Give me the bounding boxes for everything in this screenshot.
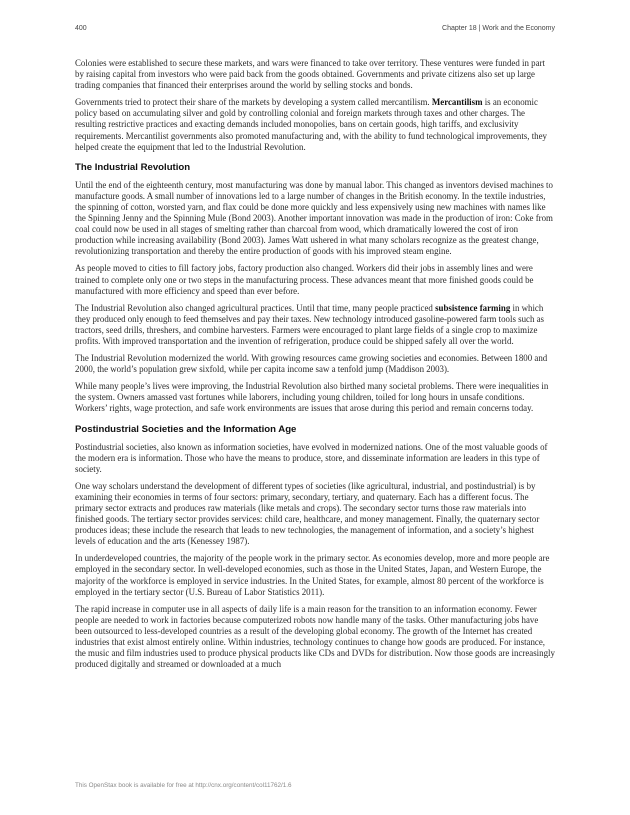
paragraph-mercantilism xyxy=(75,97,556,152)
section-heading-postindustrial: Postindustrial Societies and the Information Age xyxy=(75,423,297,435)
paragraph-colonies: Colonies were established to secure these markets, and wars were financed to take over territory. These ventures were funded in part by raising capital from investors who were paid back from the goods obtained. Governments and private citizens also set up large trading companies that financed their enterprises around the world by selling stocks and bonds. xyxy=(75,58,545,91)
paragraph-text: The Industrial Revolution also changed agricultural practices. Until that time, many people practiced xyxy=(75,302,436,313)
paragraph-modernized-world: The Industrial Revolution modernized the world. With growing resources came growing societies and economies. Between 1800 and 2000, the world’s population grew sixfold, while per capita income saw a tenfold jump (Maddison 2003). xyxy=(75,353,548,375)
key-term-subsistence-farming: subsistence farming xyxy=(435,302,511,313)
paragraph-text: in which they produced only enough to feed themselves and pay their taxes. New technology introduced gasoline-powered farm tools such as tractors, seed drills, threshers, and combine harvesters. Farmers were encouraged to plant large fields of a single crop to maximize profits. With improved transportation and the invention of refrigeration, produce could be shipped safely all over the world. xyxy=(75,302,545,346)
main-text xyxy=(75,58,556,676)
paragraph-text: Governments tried to protect their share of the markets by developing a system called mercantilism. xyxy=(75,97,432,108)
paragraph-computer-use: The rapid increase in computer use in all aspects of daily life is a main reason for the transition to an information economy. Fewer people are needed to work in factories because computerized robots now handle many of the tasks. Other manufacturing jobs have been outsourced to less-developed countries as a result of the developing global economy. The growth of the Internet has created industries that exist almost entirely online. Within industries, technology continues to change how goods are produced. For instance, the music and film industries used to produce physical products like CDs and DVDs for distribution. Now those goods are increasingly produced digitally and streamed or downloaded at a much xyxy=(75,603,555,670)
paragraph-four-sectors: One way scholars understand the development of different types of societies (like agricultural, industrial, and postindustrial) is by examining their economies in terms of four sectors: primary, secondary, tertiary, and quaternary. Each has a different focus. The primary sector extracts and produces raw materials (like metals and crops). The secondary sector turns those raw materials into finished goods. The tertiary sector provides services: child care, healthcare, and money management. Finally, the quaternary sector produces ideas; these include the research that leads to new technologies, the management of information, and a society’s highest levels of education and the arts (Kenessey 1987). xyxy=(75,480,540,547)
paragraph-agriculture xyxy=(75,303,556,347)
running-header xyxy=(75,25,555,37)
section-heading-industrial-revolution: The Industrial Revolution xyxy=(75,161,191,173)
paragraph-manual-labor: Until the end of the eighteenth century, most manufacturing was done by manual labor. This changed as inventors devised machines to manufacture goods. A small number of innovations led to a large number of changes in the British economy. In the textile industries, the spinning of cotton, worsted yarn, and flax could be done more quickly and less expensively using new machines with names like the Spinning Jenny and the Spinning Mule (Bond 2003). Another important innovation was made in the production of iron: Coke from coal could now be used in all stages of smelting rather than charcoal from wood, which dramatically lowered the cost of iron production while increasing availability (Bond 2003). James Watt ushered in what many scholars recognize as the greatest change, revolutionizing transportation and thereby the entire production of goods with his improved steam engine. xyxy=(75,179,553,257)
paragraph-underdeveloped-countries: In underdeveloped countries, the majority of the people work in the primary sector. As economies develop, more and more people are employed in the secondary sector. In well-developed economies, such as those in the United States, Japan, and Western Europe, the majority of the workforce is employed in service industries. In the United States, for example, almost 80 percent of the workforce is employed in the tertiary sector (U.S. Bureau of Labor Statistics 2011). xyxy=(75,553,550,597)
paragraph-factory-jobs: As people moved to cities to fill factory jobs, factory production also changed. Workers did their jobs in assembly lines and were trained to complete only one or two steps in the manufacturing process. These advances meant that more finished goods could be manufactured with more efficiency and speed than ever before. xyxy=(75,263,534,296)
page-number: 400 xyxy=(75,25,87,32)
page-footer: This OpenStax book is available for free at http://cnx.org/content/col11762/1.6 xyxy=(75,782,292,789)
paragraph-information-societies: Postindustrial societies, also known as information societies, have evolved in modernized nations. One of the most valuable goods of the modern era is information. Those who have the means to produce, store, and disseminate information are leaders in this type of society. xyxy=(75,441,548,474)
paragraph-societal-problems: While many people’s lives were improving, the Industrial Revolution also birthed many societal problems. There were inequalities in the system. Owners amassed vast fortunes while laborers, including young children, toiled for long hours in unsafe conditions. Workers’ rights, wage protection, and safe work environments are issues that arose during this period and remain concerns today. xyxy=(75,381,549,414)
chapter-title: Chapter 18 | Work and the Economy xyxy=(442,25,555,32)
key-term-mercantilism: Mercantilism xyxy=(431,97,483,108)
paragraph-text: is an economic policy based on accumulating silver and gold by controlling colonial and foreign markets through taxes and other charges. The resulting restrictive practices and exacting demands included monopolies, bans on certain goods, high tariffs, and exclusivity requirements. Mercantilist governments also promoted manufacturing and, with the ability to fund technological improvements, they helped create the equipment that led to the Industrial Revolution. xyxy=(75,97,547,152)
